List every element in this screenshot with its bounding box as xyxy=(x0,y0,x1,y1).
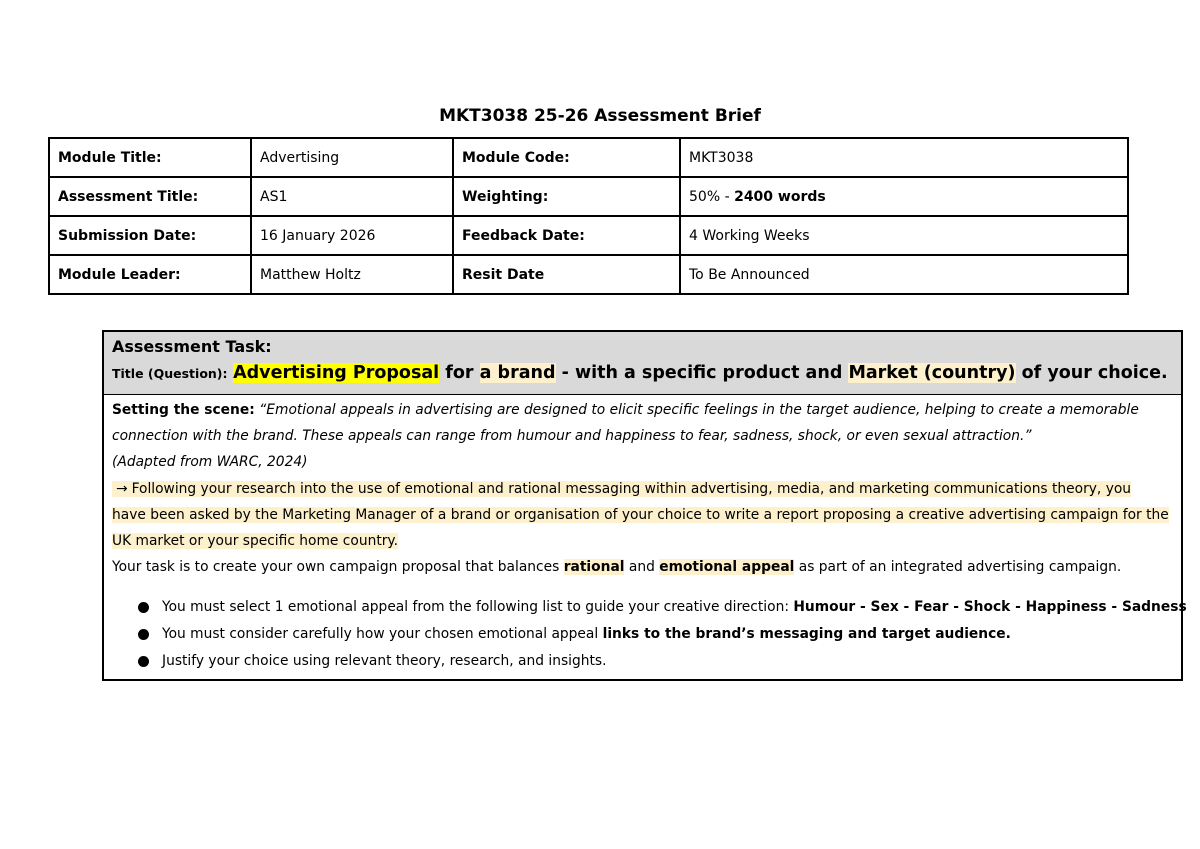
bullet-text: You must select 1 emotional appeal from the following list to guide your creative direction: xyxy=(162,599,794,616)
bullet-bold-text: Humour - Sex - Fear - Shock - Happiness - Sadness xyxy=(793,599,1187,616)
list-item xyxy=(138,621,1181,648)
assessment-task-header xyxy=(104,332,1181,395)
weighting-percent: 50% - xyxy=(689,188,735,205)
research-highlight xyxy=(112,481,1131,497)
table-row xyxy=(49,138,1128,177)
module-leader-value: Matthew Holtz xyxy=(251,255,453,294)
research-text-3: UK market or your specific home country. xyxy=(112,533,398,550)
module-leader-label: Module Leader: xyxy=(49,255,251,294)
feedback-date-label: Feedback Date: xyxy=(453,216,680,255)
task-text-suffix: as part of an integrated advertising campaign. xyxy=(794,559,1122,576)
scene-quote-2: connection with the brand. These appeals can range from humour and happiness to fear, sadness, shock, or even sexual attraction.” xyxy=(112,428,1032,445)
title-text: - with a specific product and xyxy=(555,363,849,383)
weighting-words: 2400 words xyxy=(734,188,826,205)
title-market: Market (country) xyxy=(848,363,1016,383)
bullet-bold-text: links to the brand’s messaging and target audience. xyxy=(602,626,1011,643)
research-text-2: have been asked by the Marketing Manager of a brand or organisation of your choice to write a report proposing a creative advertising campaign for the xyxy=(112,506,1169,523)
task-text-prefix: Your task is to create your own campaign proposal that balances xyxy=(112,559,564,576)
weighting-value xyxy=(680,177,1128,216)
assessment-task-body xyxy=(104,395,1187,675)
scene-line-1 xyxy=(112,397,1181,423)
bullet-text: Justify your choice using relevant theory, research, and insights. xyxy=(162,652,607,669)
table-row xyxy=(49,177,1128,216)
scene-label: Setting the scene: xyxy=(112,402,255,418)
submission-date-label: Submission Date: xyxy=(49,216,251,255)
research-line-1 xyxy=(112,476,1181,502)
module-code-label: Module Code: xyxy=(453,138,680,177)
research-line-3 xyxy=(112,528,1181,554)
task-and: and xyxy=(624,559,660,576)
submission-date-value: 16 January 2026 xyxy=(251,216,453,255)
assessment-task-box xyxy=(102,330,1187,681)
assessment-title-value: AS1 xyxy=(251,177,453,216)
bullet-text: You must consider carefully how your chosen emotional appeal xyxy=(162,626,603,643)
title-text: for xyxy=(439,363,480,383)
research-text-1: Following your research into the use of emotional and rational messaging within advertising, media, and marketing communications theory, you xyxy=(131,480,1132,497)
title-advertising-proposal: Advertising Proposal xyxy=(233,363,440,383)
weighting-label: Weighting: xyxy=(453,177,680,216)
title-text: of your choice. xyxy=(1015,363,1168,383)
module-info-table xyxy=(48,137,1129,295)
document-title: MKT3038 25-26 Assessment Brief xyxy=(439,106,761,126)
task-emotional: emotional appeal xyxy=(659,559,795,576)
module-code-value: MKT3038 xyxy=(680,138,1128,177)
assessment-title-label: Assessment Title: xyxy=(49,177,251,216)
bullet-icon xyxy=(138,629,149,640)
list-item xyxy=(138,648,1181,675)
requirements-list xyxy=(112,594,1187,674)
title-brand: a brand xyxy=(479,363,556,383)
assessment-task-title xyxy=(112,363,1181,383)
arrow-icon: → xyxy=(116,480,128,497)
scene-source: (Adapted from WARC, 2024) xyxy=(112,454,308,471)
scene-quote-1: “Emotional appeals in advertising are designed to elicit specific feelings in the target audience, helping to create a memorable xyxy=(259,402,1139,418)
resit-date-value: To Be Announced xyxy=(680,255,1128,294)
title-prefix: Title (Question): xyxy=(112,366,228,381)
research-line-2 xyxy=(112,502,1181,528)
task-statement xyxy=(112,554,1181,580)
task-rational: rational xyxy=(563,559,625,576)
list-item xyxy=(138,594,1187,621)
assessment-task-heading: Assessment Task: xyxy=(112,337,272,356)
module-title-value: Advertising xyxy=(251,138,453,177)
bullet-icon xyxy=(138,602,149,613)
bullet-icon xyxy=(138,656,149,667)
table-row xyxy=(49,255,1128,294)
resit-date-label: Resit Date xyxy=(453,255,680,294)
table-row xyxy=(49,216,1128,255)
feedback-date-value: 4 Working Weeks xyxy=(680,216,1128,255)
module-title-label: Module Title: xyxy=(49,138,251,177)
